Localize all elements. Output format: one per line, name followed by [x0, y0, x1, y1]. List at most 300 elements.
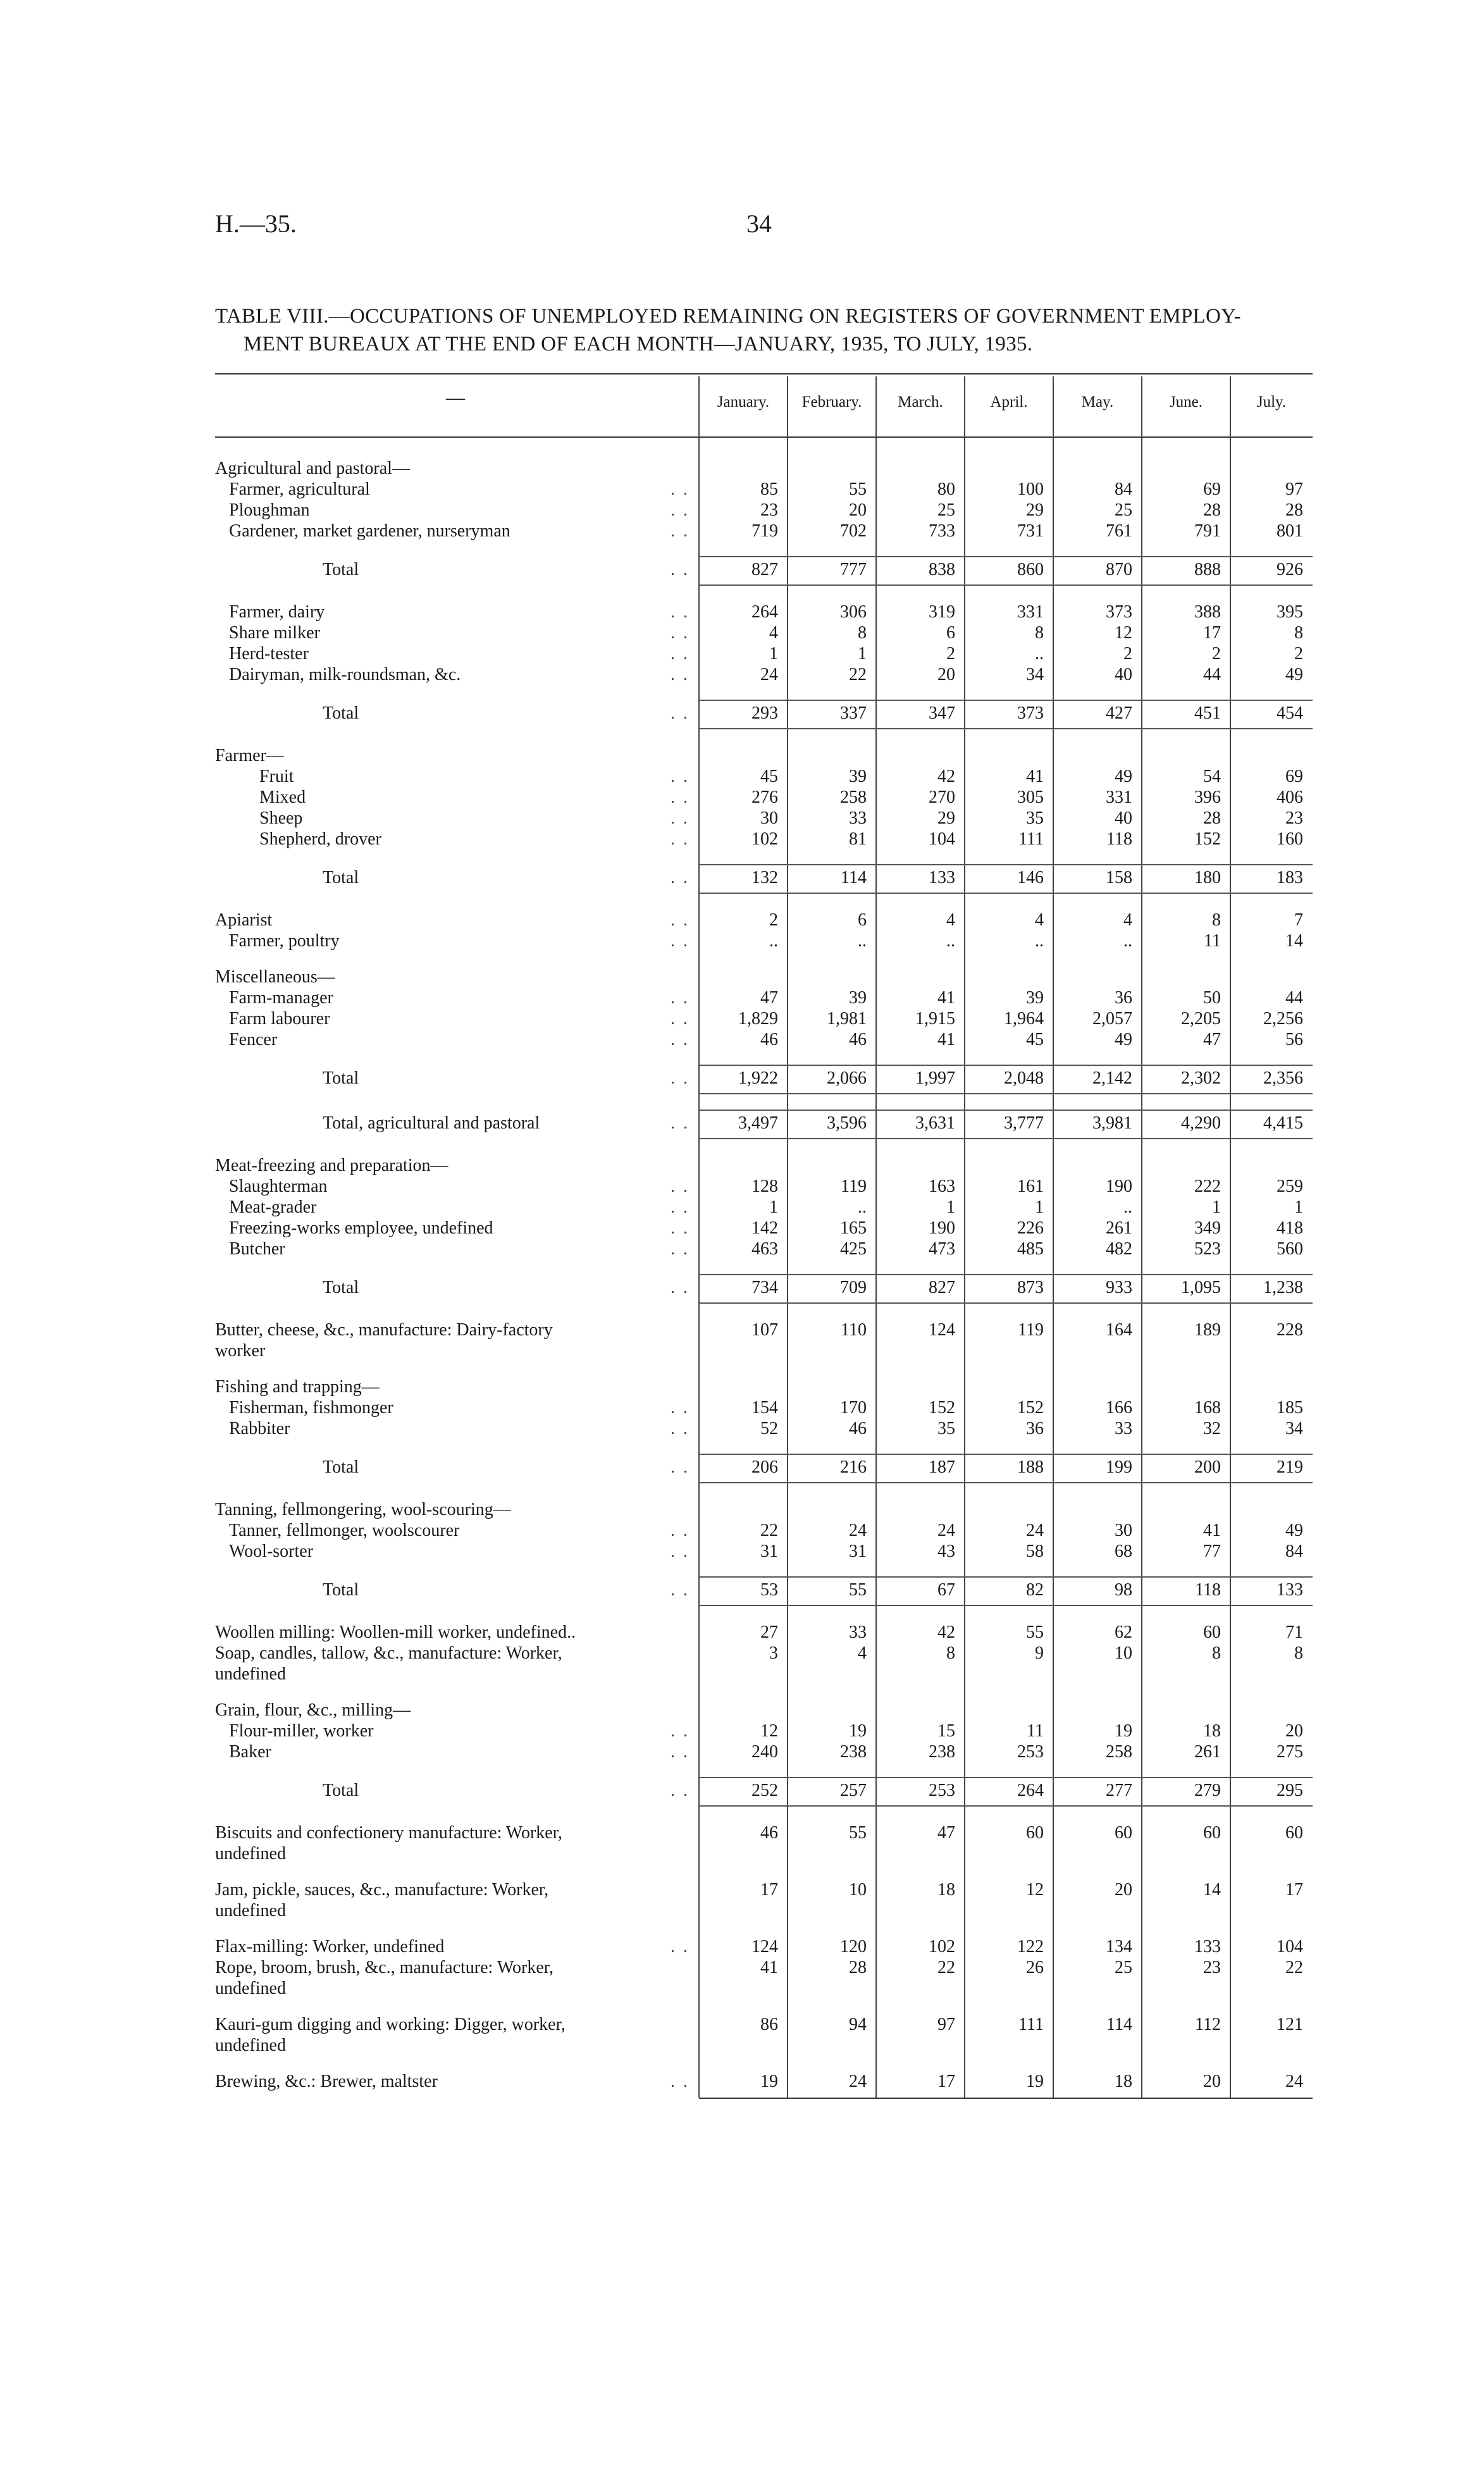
- cell-value: 258: [1106, 1742, 1132, 1762]
- cell-value: 3,777: [1004, 1113, 1044, 1133]
- cell-value: 19: [849, 1721, 867, 1741]
- cell-value: 58: [1026, 1542, 1044, 1561]
- cell-value: 206: [751, 1457, 778, 1477]
- cell-value: 331: [1106, 788, 1132, 807]
- cell-value: 1,829: [738, 1009, 778, 1029]
- cell-value: 331: [1017, 602, 1044, 622]
- cell-value: 259: [1277, 1177, 1303, 1196]
- cell-value: 454: [1277, 703, 1303, 723]
- cell-value: 24: [1026, 1521, 1044, 1540]
- row-label: Fruit: [259, 767, 294, 786]
- cell-value: 827: [929, 1278, 955, 1297]
- cell-value: 3,631: [915, 1113, 955, 1133]
- cell-value: 4: [1123, 910, 1132, 930]
- cell-value: 118: [1195, 1580, 1221, 1600]
- row-label: Tanner, fellmonger, woolscourer: [229, 1521, 460, 1540]
- column-separator: [1141, 376, 1142, 2098]
- cell-value: 170: [840, 1398, 867, 1418]
- cell-value: 1: [1212, 1197, 1221, 1217]
- table-title-line-1: TABLE VIII.—OCCUPATIONS OF UNEMPLOYED REMAINING ON REGISTERS OF GOVERNMENT EMPLOY-: [215, 305, 1241, 328]
- cell-value: 2,302: [1181, 1068, 1221, 1088]
- leader-dots: . .: [671, 1580, 689, 1600]
- cell-value: 337: [840, 703, 867, 723]
- row-label-continued: undefined: [215, 1901, 286, 1920]
- cell-value: 28: [1203, 808, 1221, 828]
- cell-value: 702: [840, 521, 867, 541]
- cell-value: 77: [1203, 1542, 1221, 1561]
- cell-value: 35: [937, 1419, 955, 1438]
- row-label-continued: undefined: [215, 1844, 286, 1864]
- cell-value: 190: [929, 1218, 955, 1238]
- total-rule: [699, 1576, 1313, 1578]
- cell-value: 261: [1194, 1742, 1221, 1762]
- row-label: Total: [323, 1068, 359, 1088]
- cell-value: 860: [1017, 560, 1044, 579]
- row-label: Miscellaneous—: [215, 967, 335, 987]
- cell-value: 67: [937, 1580, 955, 1600]
- cell-value: 161: [1017, 1177, 1044, 1196]
- cell-value: 3,981: [1092, 1113, 1132, 1133]
- corner-dash: —: [446, 387, 465, 408]
- row-label: Flour-miller, worker: [229, 1721, 374, 1741]
- cell-value: 39: [849, 988, 867, 1008]
- cell-value: 114: [1106, 2015, 1132, 2034]
- cell-value: 406: [1277, 788, 1303, 807]
- cell-value: 199: [1106, 1457, 1132, 1477]
- cell-value: 84: [1115, 479, 1132, 499]
- leader-dots: . .: [671, 1542, 689, 1561]
- row-label-continued: undefined: [215, 2036, 286, 2055]
- cell-value: 8: [1294, 623, 1303, 643]
- cell-value: 777: [840, 560, 867, 579]
- table-title-line-2: MENT BUREAUX AT THE END OF EACH MONTH—JANUARY, 1935, TO JULY, 1935.: [244, 333, 1033, 355]
- cell-value: 10: [849, 1880, 867, 1900]
- cell-value: ..: [769, 931, 778, 951]
- cell-value: 19: [1115, 1721, 1132, 1741]
- cell-value: 295: [1277, 1781, 1303, 1800]
- cell-value: 154: [751, 1398, 778, 1418]
- cell-value: 463: [751, 1239, 778, 1259]
- row-label: Wool-sorter: [229, 1542, 314, 1561]
- leader-dots: . .: [671, 1937, 689, 1957]
- row-label: Meat-freezing and preparation—: [215, 1156, 448, 1175]
- cell-value: 46: [849, 1030, 867, 1049]
- cell-value: 119: [841, 1177, 867, 1196]
- cell-value: 34: [1285, 1419, 1303, 1438]
- cell-value: 3,497: [738, 1113, 778, 1133]
- cell-value: 261: [1106, 1218, 1132, 1238]
- cell-value: 121: [1277, 2015, 1303, 2034]
- cell-value: 85: [760, 479, 778, 499]
- row-label: Fishing and trapping—: [215, 1377, 380, 1397]
- cell-value: 29: [1026, 500, 1044, 520]
- cell-value: 24: [1285, 2072, 1303, 2091]
- cell-value: 2: [1294, 644, 1303, 664]
- cell-value: 49: [1115, 1030, 1132, 1049]
- cell-value: 104: [1277, 1937, 1303, 1957]
- row-label: Soap, candles, tallow, &c., manufacture: Worker,: [215, 1643, 562, 1663]
- cell-value: 133: [929, 868, 955, 887]
- cell-value: 185: [1277, 1398, 1303, 1418]
- row-label: Brewing, &c.: Brewer, maltster: [215, 2072, 438, 2091]
- cell-value: 20: [1285, 1721, 1303, 1741]
- row-label: Woollen milling: Woollen-mill worker, undefined..: [215, 1623, 576, 1642]
- cell-value: 933: [1106, 1278, 1132, 1297]
- cell-value: 2,048: [1004, 1068, 1044, 1088]
- leader-dots: . .: [671, 1742, 689, 1762]
- total-rule: [699, 1093, 1313, 1094]
- row-label: Farmer, dairy: [229, 602, 325, 622]
- row-label: Biscuits and confectionery manufacture: Worker,: [215, 1823, 562, 1843]
- cell-value: 60: [1203, 1623, 1221, 1642]
- cell-value: 33: [849, 1623, 867, 1642]
- cell-value: 349: [1194, 1218, 1221, 1238]
- cell-value: 418: [1277, 1218, 1303, 1238]
- cell-value: 8: [1294, 1643, 1303, 1663]
- row-label: Fencer: [229, 1030, 278, 1049]
- cell-value: 275: [1277, 1742, 1303, 1762]
- cell-value: 17: [937, 2072, 955, 2091]
- cell-value: 257: [840, 1781, 867, 1800]
- cell-value: 20: [937, 665, 955, 684]
- leader-dots: . .: [671, 1721, 689, 1741]
- cell-value: 888: [1194, 560, 1221, 579]
- cell-value: ..: [858, 1197, 867, 1217]
- cell-value: 47: [1203, 1030, 1221, 1049]
- cell-value: 873: [1017, 1278, 1044, 1297]
- cell-value: 146: [1017, 868, 1044, 887]
- column-header: July.: [1256, 393, 1287, 411]
- cell-value: 45: [1026, 1030, 1044, 1049]
- cell-value: 187: [929, 1457, 955, 1477]
- cell-value: 71: [1285, 1623, 1303, 1642]
- cell-value: 560: [1277, 1239, 1303, 1259]
- cell-value: 24: [849, 2072, 867, 2091]
- cell-value: 114: [841, 868, 867, 887]
- cell-value: 45: [760, 767, 778, 786]
- cell-value: 1: [1035, 1197, 1044, 1217]
- total-rule: [699, 1777, 1313, 1778]
- cell-value: 133: [1277, 1580, 1303, 1600]
- cell-value: 270: [929, 788, 955, 807]
- cell-value: 14: [1203, 1880, 1221, 1900]
- cell-value: 293: [751, 703, 778, 723]
- cell-value: 253: [929, 1781, 955, 1800]
- cell-value: 485: [1017, 1239, 1044, 1259]
- cell-value: 132: [751, 868, 778, 887]
- cell-value: 31: [760, 1542, 778, 1561]
- cell-value: 4: [769, 623, 778, 643]
- leader-dots: . .: [671, 1457, 689, 1477]
- cell-value: 200: [1194, 1457, 1221, 1477]
- row-label: Fisherman, fishmonger: [229, 1398, 393, 1418]
- column-separator: [875, 376, 877, 2098]
- cell-value: 22: [1285, 1958, 1303, 1977]
- cell-value: 238: [840, 1742, 867, 1762]
- row-label: Baker: [229, 1742, 271, 1762]
- row-label: Shepherd, drover: [259, 829, 381, 849]
- cell-value: 166: [1106, 1398, 1132, 1418]
- cell-value: 183: [1277, 868, 1303, 887]
- total-rule: [699, 556, 1313, 557]
- leader-dots: . .: [671, 703, 689, 723]
- cell-value: 54: [1203, 767, 1221, 786]
- cell-value: 34: [1026, 665, 1044, 684]
- cell-value: 395: [1277, 602, 1303, 622]
- cell-value: 276: [751, 788, 778, 807]
- cell-value: 306: [840, 602, 867, 622]
- row-label: Total: [323, 560, 359, 579]
- total-rule: [699, 1605, 1313, 1606]
- leader-dots: . .: [671, 1068, 689, 1088]
- leader-dots: . .: [671, 788, 689, 807]
- cell-value: 8: [1212, 1643, 1221, 1663]
- cell-value: 102: [751, 829, 778, 849]
- column-header: April.: [990, 393, 1028, 411]
- total-rule: [699, 584, 1313, 586]
- cell-value: 164: [1106, 1320, 1132, 1340]
- row-label: Farm-manager: [229, 988, 333, 1008]
- column-separator: [1053, 376, 1054, 2098]
- total-rule: [699, 1138, 1313, 1139]
- column-header: May.: [1081, 393, 1114, 411]
- cell-value: 9: [1035, 1643, 1044, 1663]
- cell-value: 3: [769, 1643, 778, 1663]
- cell-value: 163: [929, 1177, 955, 1196]
- column-header: March.: [898, 393, 943, 411]
- row-label-continued: worker: [215, 1341, 266, 1361]
- cell-value: 43: [937, 1542, 955, 1561]
- cell-value: ..: [1123, 1197, 1132, 1217]
- cell-value: 2,057: [1092, 1009, 1132, 1029]
- report-code: H.—35.: [215, 209, 297, 238]
- cell-value: ..: [1123, 931, 1132, 951]
- cell-value: 2: [769, 910, 778, 930]
- total-rule: [699, 1302, 1313, 1304]
- leader-dots: . .: [671, 479, 689, 499]
- cell-value: 1: [769, 644, 778, 664]
- leader-dots: . .: [671, 829, 689, 849]
- cell-value: 731: [1017, 521, 1044, 541]
- cell-value: 41: [1026, 767, 1044, 786]
- cell-value: 30: [1115, 1521, 1132, 1540]
- cell-value: 24: [849, 1521, 867, 1540]
- cell-value: 111: [1018, 2015, 1044, 2034]
- cell-value: 25: [937, 500, 955, 520]
- cell-value: ..: [946, 931, 955, 951]
- cell-value: 69: [1285, 767, 1303, 786]
- leader-dots: . .: [671, 1113, 689, 1133]
- cell-value: 425: [840, 1239, 867, 1259]
- cell-value: 52: [760, 1419, 778, 1438]
- cell-value: 124: [929, 1320, 955, 1340]
- cell-value: 110: [841, 1320, 867, 1340]
- cell-value: 46: [760, 1823, 778, 1843]
- cell-value: 60: [1285, 1823, 1303, 1843]
- cell-value: 102: [929, 1937, 955, 1957]
- cell-value: 216: [840, 1457, 867, 1477]
- cell-value: 24: [937, 1521, 955, 1540]
- row-label: Butter, cheese, &c., manufacture: Dairy-factory: [215, 1320, 553, 1340]
- cell-value: 482: [1106, 1239, 1132, 1259]
- cell-value: 8: [946, 1643, 955, 1663]
- cell-value: 240: [751, 1742, 778, 1762]
- cell-value: 55: [849, 479, 867, 499]
- cell-value: 33: [1115, 1419, 1132, 1438]
- cell-value: 1,915: [915, 1009, 955, 1029]
- cell-value: 56: [1285, 1030, 1303, 1049]
- leader-dots: . .: [671, 931, 689, 951]
- cell-value: 133: [1194, 1937, 1221, 1957]
- leader-dots: . .: [671, 1521, 689, 1540]
- cell-value: 119: [1018, 1320, 1044, 1340]
- cell-value: 49: [1285, 665, 1303, 684]
- cell-value: 55: [1026, 1623, 1044, 1642]
- cell-value: 926: [1277, 560, 1303, 579]
- cell-value: 44: [1285, 988, 1303, 1008]
- row-label: Agricultural and pastoral—: [215, 459, 410, 478]
- cell-value: 55: [849, 1580, 867, 1600]
- column-header: February.: [801, 393, 862, 411]
- cell-value: 82: [1026, 1580, 1044, 1600]
- row-label: Freezing-works employee, undefined: [229, 1218, 493, 1238]
- cell-value: 111: [1018, 829, 1044, 849]
- row-label: Sheep: [259, 808, 303, 828]
- cell-value: 801: [1277, 521, 1303, 541]
- cell-value: 264: [751, 602, 778, 622]
- cell-value: 100: [1017, 479, 1044, 499]
- cell-value: 3,596: [827, 1113, 867, 1133]
- total-rule: [699, 893, 1313, 894]
- row-label: Rope, broom, brush, &c., manufacture: Worker,: [215, 1958, 553, 1977]
- cell-value: 152: [929, 1398, 955, 1418]
- cell-value: 2: [946, 644, 955, 664]
- leader-dots: . .: [671, 808, 689, 828]
- cell-value: 733: [929, 521, 955, 541]
- cell-value: 2: [1123, 644, 1132, 664]
- cell-value: 152: [1017, 1398, 1044, 1418]
- row-label: Gardener, market gardener, nurseryman: [229, 521, 510, 541]
- cell-value: 36: [1026, 1419, 1044, 1438]
- column-separator: [964, 376, 965, 2098]
- cell-value: 373: [1017, 703, 1044, 723]
- cell-value: 22: [937, 1958, 955, 1977]
- total-rule: [699, 1482, 1313, 1483]
- leader-dots: . .: [671, 665, 689, 684]
- cell-value: 188: [1017, 1457, 1044, 1477]
- cell-value: 35: [1026, 808, 1044, 828]
- leader-dots: . .: [671, 868, 689, 887]
- cell-value: 719: [751, 521, 778, 541]
- row-label-continued: undefined: [215, 1664, 286, 1684]
- total-rule: [699, 864, 1313, 865]
- leader-dots: . .: [671, 1398, 689, 1418]
- total-rule: [699, 1805, 1313, 1807]
- cell-value: 160: [1277, 829, 1303, 849]
- row-label: Kauri-gum digging and working: Digger, worker,: [215, 2015, 566, 2034]
- cell-value: 2,256: [1263, 1009, 1303, 1029]
- cell-value: 86: [760, 2015, 778, 2034]
- cell-value: 50: [1203, 988, 1221, 1008]
- row-label: Apiarist: [215, 910, 273, 930]
- cell-value: 98: [1115, 1580, 1132, 1600]
- total-rule: [699, 700, 1313, 701]
- cell-value: 80: [937, 479, 955, 499]
- cell-value: 28: [1285, 500, 1303, 520]
- column-separator: [787, 376, 788, 2098]
- cell-value: ..: [1035, 644, 1044, 664]
- row-label: Ploughman: [229, 500, 310, 520]
- cell-value: 226: [1017, 1218, 1044, 1238]
- cell-value: 2,356: [1263, 1068, 1303, 1088]
- cell-value: 373: [1106, 602, 1132, 622]
- cell-value: 1: [946, 1197, 955, 1217]
- row-label: Meat-grader: [229, 1197, 317, 1217]
- cell-value: 427: [1106, 703, 1132, 723]
- cell-value: ..: [858, 931, 867, 951]
- leader-dots: . .: [671, 560, 689, 579]
- cell-value: 142: [751, 1218, 778, 1238]
- row-label: Total: [323, 703, 359, 723]
- cell-value: 4,290: [1181, 1113, 1221, 1133]
- cell-value: 7: [1294, 910, 1303, 930]
- leader-dots: . .: [671, 644, 689, 664]
- row-label: Total, agricultural and pastoral: [323, 1113, 540, 1133]
- column-separator: [698, 376, 700, 2098]
- row-label: Tanning, fellmongering, wool-scouring—: [215, 1500, 511, 1519]
- cell-value: 60: [1203, 1823, 1221, 1843]
- cell-value: 47: [760, 988, 778, 1008]
- cell-value: 190: [1106, 1177, 1132, 1196]
- cell-value: 17: [760, 1880, 778, 1900]
- cell-value: 40: [1115, 665, 1132, 684]
- page-number: 34: [746, 209, 772, 238]
- leader-dots: . .: [671, 500, 689, 520]
- cell-value: 14: [1285, 931, 1303, 951]
- cell-value: 68: [1115, 1542, 1132, 1561]
- cell-value: 222: [1194, 1177, 1221, 1196]
- cell-value: 168: [1194, 1398, 1221, 1418]
- cell-value: 41: [937, 988, 955, 1008]
- cell-value: 388: [1194, 602, 1221, 622]
- cell-value: 128: [751, 1177, 778, 1196]
- row-label: Grain, flour, &c., milling—: [215, 1700, 411, 1720]
- row-label: Total: [323, 1278, 359, 1297]
- leader-dots: . .: [671, 1419, 689, 1438]
- leader-dots: . .: [671, 988, 689, 1008]
- row-label: Farmer, agricultural: [229, 479, 370, 499]
- cell-value: 22: [849, 665, 867, 684]
- cell-value: 8: [1212, 910, 1221, 930]
- cell-value: 165: [840, 1218, 867, 1238]
- cell-value: 36: [1115, 988, 1132, 1008]
- leader-dots: . .: [671, 1278, 689, 1297]
- table-top-rule: [215, 373, 1313, 374]
- cell-value: 1,997: [915, 1068, 955, 1088]
- cell-value: 19: [1026, 2072, 1044, 2091]
- row-label: Share milker: [229, 623, 320, 643]
- cell-value: 134: [1106, 1937, 1132, 1957]
- cell-value: 44: [1203, 665, 1221, 684]
- row-label: Mixed: [259, 788, 306, 807]
- total-rule: [699, 728, 1313, 729]
- cell-value: 396: [1194, 788, 1221, 807]
- row-label: Herd-tester: [229, 644, 309, 664]
- cell-value: 94: [849, 2015, 867, 2034]
- cell-value: 1,922: [738, 1068, 778, 1088]
- cell-value: 55: [849, 1823, 867, 1843]
- row-label: Farmer—: [215, 746, 284, 765]
